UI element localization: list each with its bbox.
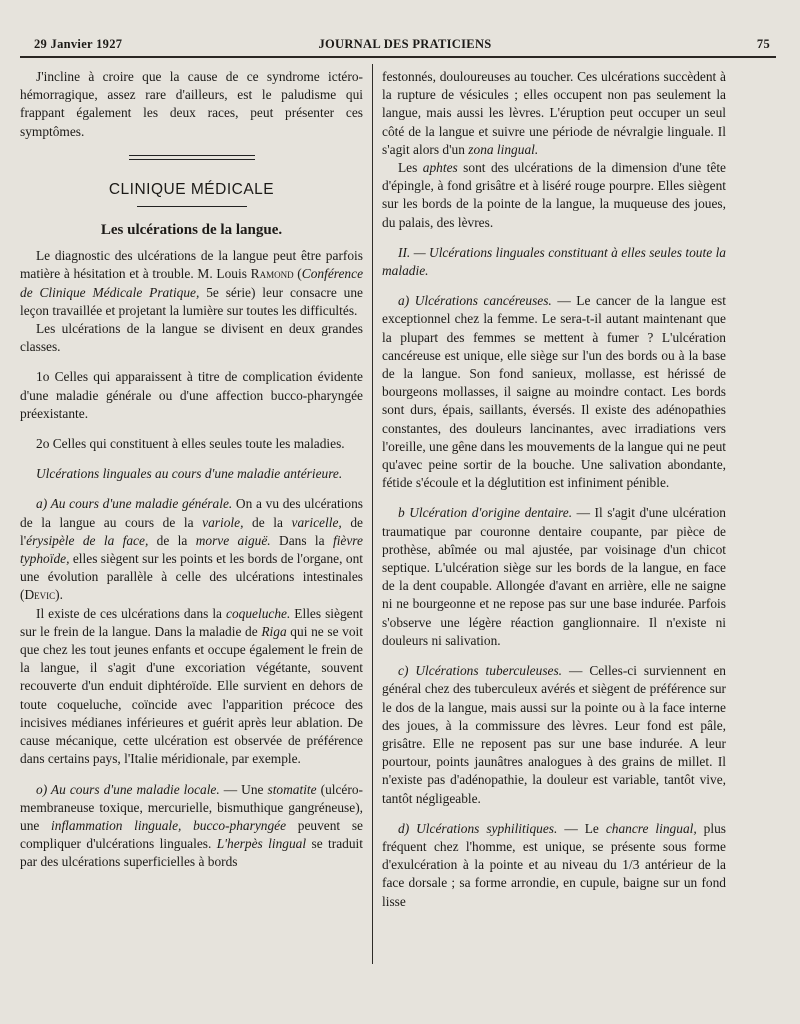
header-rule	[20, 56, 776, 58]
article-title: Les ulcérations de la langue.	[100, 222, 283, 239]
paragraph-aphtes: Les aphtes sont des ulcérations de la dimension d'une tête d'épingle, à fond grisâtre et à liséré rouge pourpre. Elles siègent sur les bords de la pointe de la langue, la muqueuse des joues, du palais, des lèvres.	[382, 160, 726, 230]
paragraph-label: o) Au cours d'une maladie locale.	[36, 781, 220, 797]
paragraph-classes: Les ulcérations de la langue se divisent en deux grandes classes.	[20, 321, 363, 355]
left-column	[20, 68, 363, 872]
header-journal-title: JOURNAL DES PRATICIENS	[318, 37, 492, 51]
conference-title: Conférence de Clinique Médicale Pratique,	[20, 266, 364, 300]
column-divider	[372, 64, 373, 964]
subheading-constituant-maladie: II. — Ulcérations linguales constituant à elles seules toute la maladie.	[382, 244, 726, 279]
paragraph-class-2: 2o Celles qui constituent à elles seules toute les maladies.	[36, 436, 345, 452]
paragraph-coqueluche: Il existe de ces ulcérations dans la coqueluche. Elles siègent sur le frein de la langue. Dans la maladie de Riga qui ne se voit que chez les tout jeunes enfants et occupe également le frein de la langue, il s'agit d'une excoriation végétante, souvent recouverte d'un enduit diphtéroïde. Elle survient en dehors de toute coqueluche, coïncide avec l'apparition précoce des incisives médianes inférieures et guérit après leur ablation. De cause mécanique, cette ulcération est observée de préférence dans certains pays, l'Italie méridionale, par exemple.	[20, 605, 363, 767]
header-page-number: 75	[756, 37, 770, 51]
paragraph-maladie-locale: o) Au cours d'une maladie locale. — Une stomatite (ulcéro-membraneuse toxique, mercurielle, bismuthique gangréneuse), une inflammation linguale, bucco-pharyngée peuvent se compliquer d'ulcérations linguales. L'herpès lingual se traduit par des ulcérations superficielles à bords	[20, 781, 363, 870]
paragraph-label: a) Ulcérations cancéreuses.	[398, 293, 552, 309]
paragraph-label: c) Ulcérations tuberculeuses.	[398, 663, 563, 679]
double-rule	[129, 155, 255, 160]
paragraph-diagnostic: Le diagnostic des ulcérations de la langue peut être parfois matière à hésitation et à trouble. M. Louis Ramond (Conférence de Clinique Médicale Pratique, 5e série) leur consacre une leçon travaillée et projetant la lumière sur toutes les difficultés.	[20, 248, 364, 318]
subheading-maladie-anterieure: Ulcérations linguales au cours d'une maladie antérieure.	[36, 466, 343, 482]
section-rule	[137, 206, 247, 207]
paragraph-herpes-cont: festonnés, douloureuses au toucher. Ces ulcérations succèdent à la rupture de vésicules ; elles occupent non pas seulement la langue, mais aussi les lèvres. L'éruption peut occuper un seul côté de la langue et suivre une période de névralgie linguale. Il s'agit alors d'un zona lingual.	[382, 69, 726, 157]
paragraph-syphilitiques: d) Ulcérations syphilitiques. — Le chancre lingual, plus fréquent chez l'homme, est unique, se présente sous forme d'exulcération à la pointe et au niveau du 1/3 antérieur de la face dorsale ; sa forme arrondie, en cupule, baigne sur un fond lisse	[382, 820, 726, 909]
paragraph-maladie-generale: a) Au cours d'une maladie générale. On a vu des ulcérations de la langue au cours de la variole, de la varicelle, de l'érysipèle de la face, de la morve aiguë. Dans la fièvre typhoïde, elles siègent sur les points et les bords de l'organe, ont une évolution parallèle à celle des ulcérations intestinales (Devic).	[20, 496, 363, 603]
paragraph-tuberculeuses: c) Ulcérations tuberculeuses. — Celles-ci surviennent en général chez des tuberculeux avérés et siègent de préférence sur le dos de la langue, mais aussi sur la pointe ou à la face interne des joues, à la commissure des lèvres. Leur fond est pâle, grisâtre. Elle ne reposent pas sur une base indurée. A leur pourtour, points jaunâtres analogues à des grains de millet. Il n'existe pas d'adénopathie, la douleur est variable, tantôt vive, tantôt négligeable.	[382, 663, 726, 806]
running-header	[34, 35, 776, 57]
header-date: 29 Janvier 1927	[34, 37, 123, 51]
paragraph-dentaire: b Ulcération d'origine dentaire. — Il s'agit d'une ulcération traumatique par couronne dentaire coupante, par pièce de prothèse, abîmée ou mal ajustée, par voisinage d'un chicot septique. L'ulcération siège sur les bords de la langue, en face de la dent coupable. Allongée d'avant en arrière, elle ne saigne ni ne bourgeonne et ne repose pas sur une base indurée. Parfois s'observe une légère réaction ganglionnaire. Il n'existe ni douleurs ni salivation.	[382, 505, 726, 648]
right-column	[382, 68, 726, 911]
paragraph-class-1: 1o Celles qui apparaissent à titre de complication évidente d'une maladie générale ou d'une affection bucco-pharyngée préexistante.	[20, 369, 363, 421]
paragraph-label: a) Au cours d'une maladie générale.	[36, 496, 233, 512]
author-name: Ramond	[250, 266, 294, 282]
paragraph-cancereuses: a) Ulcérations cancéreuses. — Le cancer de la langue est exceptionnel chez la femme. Le sera-t-il autant maintenant que la plupart des femmes se mettent à fumer ? L'ulcération cancéreuse est unique, elle siège sur l'un des bords ou à la base de la langue. Son fond sanieux, mollasse, est hérissé de bourgeons mollasses, il saigne au moindre contact. Les bords sont durs, épais, saillants, éversés. Il existe des adénopathies constantes, des douleurs lancinantes, avec irradiations vers l'oreille, une gêne dans les mouvements de la langue qui ne peut qu'avec peine sortir de la bouche. Une salivation abondante, fétide s'écoule et la déglutition est infiniment pénible.	[382, 293, 726, 491]
paragraph-label: b Ulcération d'origine dentaire.	[398, 505, 573, 521]
paragraph-label: d) Ulcérations syphilitiques.	[398, 820, 558, 836]
intro-paragraph: J'incline à croire que la cause de ce syndrome ictéro-hémorragique, assez rare d'ailleurs, est le paludisme qui frappant également les deux races, peut présenter ces symptômes.	[20, 69, 363, 139]
section-title: CLINIQUE MÉDICALE	[108, 180, 275, 198]
